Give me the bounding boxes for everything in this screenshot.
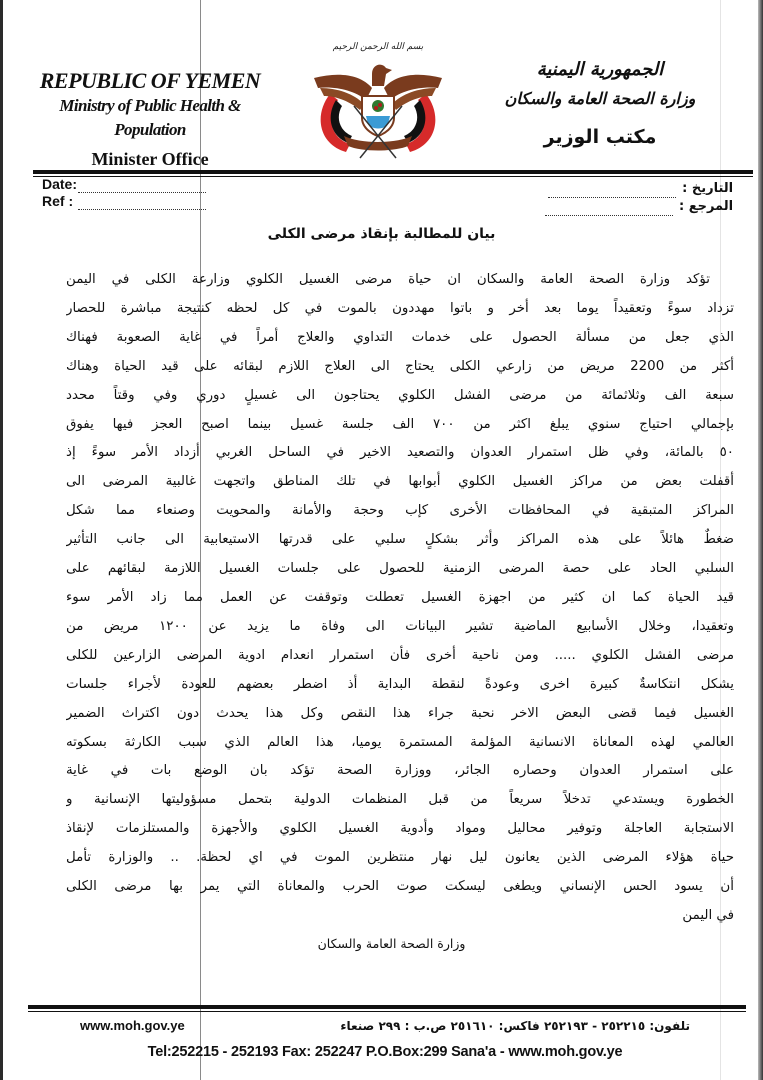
ref-label: Ref :	[42, 193, 74, 209]
ref-label-ar: المرجع :	[679, 199, 734, 214]
ref-field[interactable]	[78, 198, 206, 210]
scan-edge-left	[0, 0, 3, 1080]
body-line: تؤكد وزارة الصحة العامة والسكان ان حياة مرضى الغسيل الكلوي وزارعة الكلى في اليمن	[66, 272, 710, 287]
letterhead-arabic	[490, 55, 710, 157]
body-line: السلبي الحاد على حصة المرضى الزمنية للحصول على جلسات الغسيل اللازمة لبقائهم على	[66, 561, 734, 577]
yemen-emblem-icon	[308, 44, 448, 162]
body-line: قيد الحياة كما ان كثير من اجهزة الغسيل تعطلت وتوقفت عن العمل مما زاد الأمر سوء	[66, 589, 734, 605]
ref-field-ar[interactable]	[545, 204, 673, 216]
date-label: Date:	[42, 176, 78, 192]
body-line: أقفلت بعض من مراكز الغسيل الكلوي أبوابها في تلك المناطق واتجهت غالبية المرضى الى	[66, 474, 734, 490]
country-name-en: REPUBLIC OF YEMEN	[39, 68, 261, 93]
office-name-ar: مكتب الوزير	[543, 126, 657, 148]
body-line: الخطورة ويستدعي تدخلاً سريعاً من قبل المنظمات الدولية بتحمل مسؤوليتها الإنسانية و	[66, 792, 734, 808]
footer-contact-arabic: تلفون: ٢٥٢٢١٥ - ٢٥٢١٩٣ فاكس: ٢٥١٦١٠ ص.ب : ٢٩٩ صنعاء	[340, 1019, 690, 1033]
signature-block	[0, 936, 763, 951]
body-line: الغسيل فيما قضى البعض الاخر نحبة جراء هذا النقص وكل هذا يحدث دون اكتراث الضمير	[66, 705, 734, 721]
body-line: على استمرار العدوان وحصاره الجائر، ووزارة الصحة تؤكد بان الوضع بات في غاية	[66, 763, 734, 779]
letterhead-english	[30, 68, 270, 174]
ministry-name-en: Ministry of Public Health & Population	[59, 96, 241, 139]
body-line: بإجمالي احتياج سنوي يبلغ اكثر من ٧٠٠ الف جلسة غسيل بينما اصبح العجز فيها يفوق	[66, 416, 734, 432]
body-line: في اليمن	[682, 907, 734, 923]
body-line: الذي جعل من مسألة الحصول على خدمات التداوي والعلاج أمراً في غاية الصعوبة فهناك	[66, 329, 734, 345]
body-line: الاستجابة العاجلة وتوفير محاليل ومواد وأدوية الغسيل الكلوي والأجهزة والمستلزمات لإنقاذ	[66, 821, 734, 837]
body-line: المراكز المتبقية في المحافظات الأخرى كإب وحجة والأمانة والمحويت وصنعاء مما شكل	[66, 503, 734, 519]
basmala-calligraphy: بسم الله الرحمن الرحيم	[332, 42, 424, 52]
country-name-ar: الجمهورية اليمنية	[536, 59, 664, 80]
body-line: العالمي لهذه المعاناة الانسانية المؤلمة المستمرة يوميا، هذا العالم الذي سبب الكارثة بسكوته	[66, 734, 734, 750]
date-label-ar: التاريخ :	[682, 181, 734, 196]
ministry-name-ar: وزارة الصحة العامة والسكان	[504, 89, 696, 108]
footer-website-link[interactable]: www.moh.gov.ye	[80, 1018, 185, 1033]
document-body	[66, 266, 734, 931]
body-line: تزداد سوءً وتعقيداً يوما بعد أخر و باتوا مهددون بالموت في كل لحظه كنتيجة مباشرة للحصار	[66, 300, 734, 316]
footer-divider	[28, 1005, 746, 1012]
date-ref-arabic	[545, 180, 733, 216]
signature-text: وزارة الصحة العامة والسكان	[317, 936, 466, 951]
body-line: أن يسود الحس الإنساني ويطغى ليسكت صوت الحرب والمعاناة التي يمر بها مرضى الكلى	[66, 879, 734, 895]
body-line: سبعة الف وثلاثمائة من مرضى الفشل الكلوي يحتاجون الى غسيلٍ دوري وفي وقتاً محدد	[66, 387, 734, 403]
footer-contact-english: Tel:252215 - 252193 Fax: 252247 P.O.Box:299 Sana'a - www.moh.gov.ye	[147, 1044, 623, 1060]
body-line: يشكل انتكاسةٌ كبيرة اخرى وعودةً لنقطة البداية أذ اضطر بعضهم للعودة لأجراء جلسات	[66, 676, 734, 692]
body-line: حياة هؤلاء المرضى الذين يعانون ليل نهار منتظرين الموت في اي لحظة. .. والوزارة تأمل	[66, 850, 734, 866]
body-line: ضغطٌ هائلاً على هذه المراكز وأثر بشكلٍ سلبي على قدرتها الاستيعابية الى جانب التأثير	[66, 532, 734, 548]
body-line: أكثر من 2200 مريض من زارعي الكلى يحتاج الى العلاج اللازم لبقائه على قيد الحياة وهناك	[66, 358, 734, 374]
document-title: بيان للمطالبة بإنقاذ مرضى الكلى	[267, 226, 496, 242]
office-name-en: Minister Office	[91, 149, 209, 169]
scan-edge-right	[758, 0, 763, 1080]
footer-arabic-row	[80, 1018, 690, 1033]
body-line: مرضى الفشل الكلوي ..... ومن ناحية أخرى فأن استمرار انعدام ادوية المرضى الزارعين للكلى	[66, 647, 734, 663]
date-field-ar[interactable]	[548, 186, 676, 198]
date-field[interactable]	[78, 181, 206, 193]
date-ref-english	[42, 176, 206, 210]
body-line: ٥٠ بالمائة، وفي ظل استمرار العدوان والتصعيد الاخير في الساحل الغربي أزداد الأمر سوءً إذ	[66, 445, 734, 461]
body-line: وتعقيدا، وخلال الأسابيع الماضية تشير البيانات الى وفاة ما يزيد عن ١٢٠٠ مريض من	[66, 618, 734, 634]
